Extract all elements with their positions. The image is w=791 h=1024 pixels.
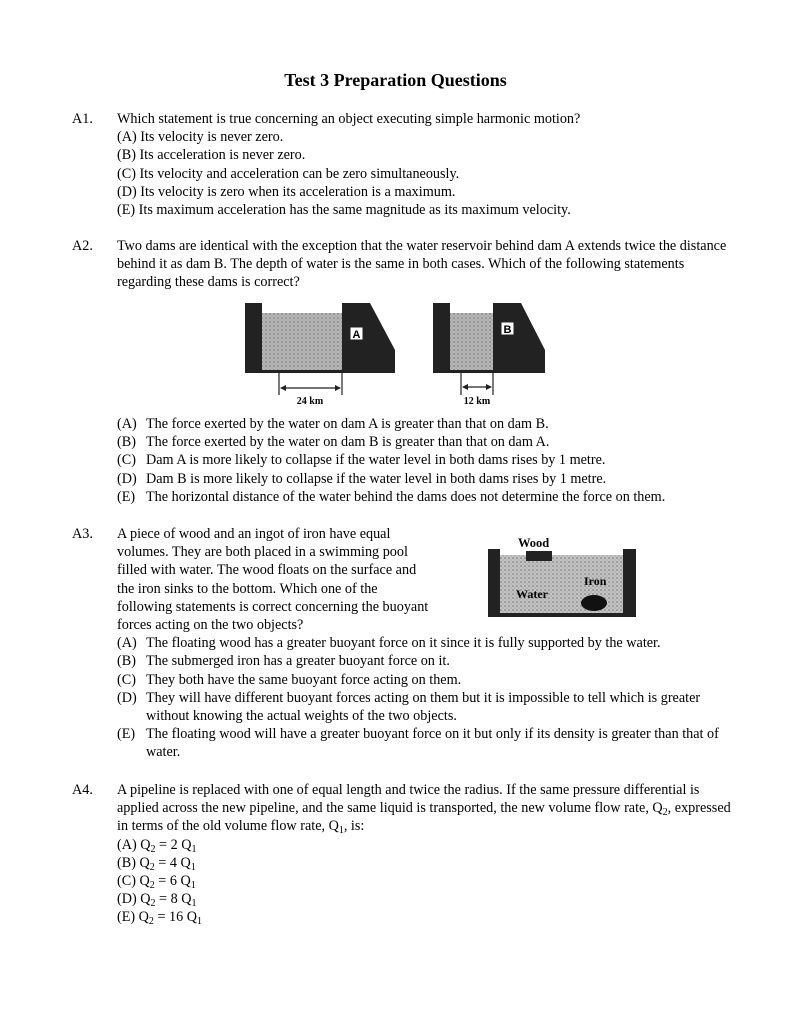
dam-b-label: B	[503, 324, 512, 336]
option-a: (A) Its velocity is never zero.	[117, 129, 284, 146]
option-d	[117, 470, 732, 488]
dam-a-diagram	[245, 303, 395, 407]
question-stem-line: filled with water. The wood floats on the surface and	[117, 562, 417, 579]
question-stem: Two dams are identical with the exception that the water reservoir behind dam A extends twice the distance behind it as dam B. The depth of water is the same in both cases. Which of the following statements regarding these dams is correct?	[117, 238, 727, 291]
dams-figure	[245, 297, 550, 407]
option-b: (B) Its acceleration is never zero.	[117, 147, 306, 164]
iron-ingot	[581, 595, 607, 611]
option-text: The floating wood will have a greater buoyant force on it but only if its density is greater than that of water.	[146, 726, 719, 761]
question-stem-line: following statements is correct concerning the buoyant	[117, 598, 429, 615]
question-stem	[117, 781, 732, 836]
question-number: A2.	[72, 238, 93, 254]
wood-label: Wood	[518, 536, 550, 550]
option-text: The force exerted by the water on dam A is greater than that on dam B.	[146, 416, 549, 432]
option-text: The submerged iron has a greater buoyant force on it.	[146, 653, 450, 670]
option-text: (B) Q	[117, 854, 150, 871]
wood-block	[526, 551, 552, 561]
question-a2-options	[72, 415, 732, 506]
option-text: = 8 Q	[155, 891, 192, 908]
ground-line	[245, 370, 395, 373]
option-b	[117, 433, 732, 451]
option-label: (B)	[117, 434, 136, 451]
ground-line	[433, 370, 545, 373]
dam-a-label: A	[352, 329, 361, 341]
option-text: = 16 Q	[153, 909, 197, 926]
option-text: Dam B is more likely to collapse if the water level in both dams rises by 1 metre.	[146, 470, 607, 487]
page-title: Test 3 Preparation Questions	[284, 70, 507, 90]
question-number: A1.	[72, 111, 93, 127]
option-e	[117, 725, 732, 761]
option-label: (E)	[117, 488, 136, 505]
dam-b-distance-label: 12 km	[463, 396, 491, 407]
pool-floor	[488, 613, 636, 617]
option-text: They will have different buoyant forces acting on them but it is impossible to tell which is greater without knowing the actual weights of the two objects.	[146, 689, 701, 725]
subscript: 2	[148, 916, 154, 928]
option-text: Dam A is more likely to collapse if the water level in both dams rises by 1 metre.	[146, 452, 606, 469]
question-a4	[72, 781, 732, 927]
subscript: 1	[191, 898, 197, 910]
question-stem-line: forces acting on the two objects?	[117, 617, 304, 634]
option-b	[117, 652, 732, 670]
subscript: 2	[662, 807, 668, 819]
question-stem-line: the iron sinks to the bottom. Which one of the	[117, 580, 378, 597]
stem-text: A pipeline is replaced with one of equal length and twice the radius. If the same pressure differential is applied across the new pipeline, and the same liquid is transported, the new volume flow rate, Q	[117, 782, 700, 817]
subscript: 1	[191, 843, 197, 855]
option-label: (E)	[117, 726, 136, 743]
stem-text: , is:	[343, 818, 365, 835]
iron-label: Iron	[584, 574, 607, 588]
option-text: (E) Q	[117, 909, 149, 926]
option-text: They both have the same buoyant force acting on them.	[146, 671, 462, 688]
pool-wall-right	[623, 549, 636, 617]
pool-wall-left	[488, 549, 500, 617]
question-stem-line: A piece of wood and an ingot of iron have equal	[117, 526, 391, 542]
option-c: (C) Its velocity and acceleration can be zero simultaneously.	[117, 165, 460, 182]
option-a	[117, 634, 732, 652]
option-text: The floating wood has a greater buoyant force on it since it is fully supported by the water.	[146, 635, 661, 652]
question-number: A4.	[72, 782, 93, 798]
option-d	[117, 689, 732, 725]
option-e	[117, 908, 732, 926]
question-stem-line: volumes. They are both placed in a swimming pool	[117, 544, 408, 561]
water-label: Water	[516, 587, 548, 601]
dam-a-distance-label: 24 km	[296, 396, 324, 407]
subscript: 1	[197, 916, 202, 928]
question-stem: Which statement is true concerning an object executing simple harmonic motion?	[117, 111, 581, 127]
water-reservoir	[262, 313, 342, 370]
option-e: (E) Its maximum acceleration has the same magnitude as its maximum velocity.	[117, 202, 571, 219]
subscript: 1	[338, 825, 344, 837]
question-number: A3.	[72, 526, 93, 542]
subscript: 1	[190, 861, 196, 873]
option-label: (B)	[117, 653, 136, 670]
option-label: (C)	[117, 671, 136, 688]
option-d	[117, 890, 732, 908]
question-a2	[72, 237, 732, 292]
option-label: (D)	[117, 689, 137, 706]
dam-b	[493, 303, 545, 372]
subscript: 2	[149, 880, 155, 892]
option-c	[117, 872, 732, 890]
subscript: 2	[150, 843, 156, 855]
option-text: (C) Q	[117, 873, 150, 890]
subscript: 2	[149, 861, 155, 873]
option-d: (D) Its velocity is zero when its acceleration is a maximum.	[117, 183, 456, 200]
water-reservoir	[450, 313, 493, 370]
option-text: = 2 Q	[155, 836, 192, 853]
subscript: 2	[150, 898, 156, 910]
option-text: = 6 Q	[154, 873, 191, 890]
wall-left	[433, 303, 450, 372]
subscript: 1	[190, 880, 196, 892]
wall-left	[245, 303, 262, 372]
option-c	[117, 451, 732, 469]
option-text: The force exerted by the water on dam B is greater than that on dam A.	[146, 434, 550, 451]
option-text: (D) Q	[117, 891, 151, 908]
option-b	[117, 854, 732, 872]
dam-b-diagram	[433, 303, 545, 407]
option-text: = 4 Q	[154, 854, 191, 871]
option-label: (A)	[117, 635, 137, 652]
option-label: (D)	[117, 470, 137, 487]
option-label: (C)	[117, 452, 136, 469]
option-label: (A)	[117, 416, 137, 432]
option-c	[117, 671, 732, 689]
stem-text: , expressed in terms of the old volume flow rate, Q	[117, 800, 731, 835]
pool-figure	[488, 533, 643, 619]
option-text: (A) Q	[117, 836, 151, 853]
option-text: The horizontal distance of the water behind the dams does not determine the force on them.	[146, 488, 666, 505]
option-a	[117, 415, 732, 433]
option-a	[117, 836, 732, 854]
option-e	[117, 488, 732, 506]
question-a1	[72, 110, 732, 219]
